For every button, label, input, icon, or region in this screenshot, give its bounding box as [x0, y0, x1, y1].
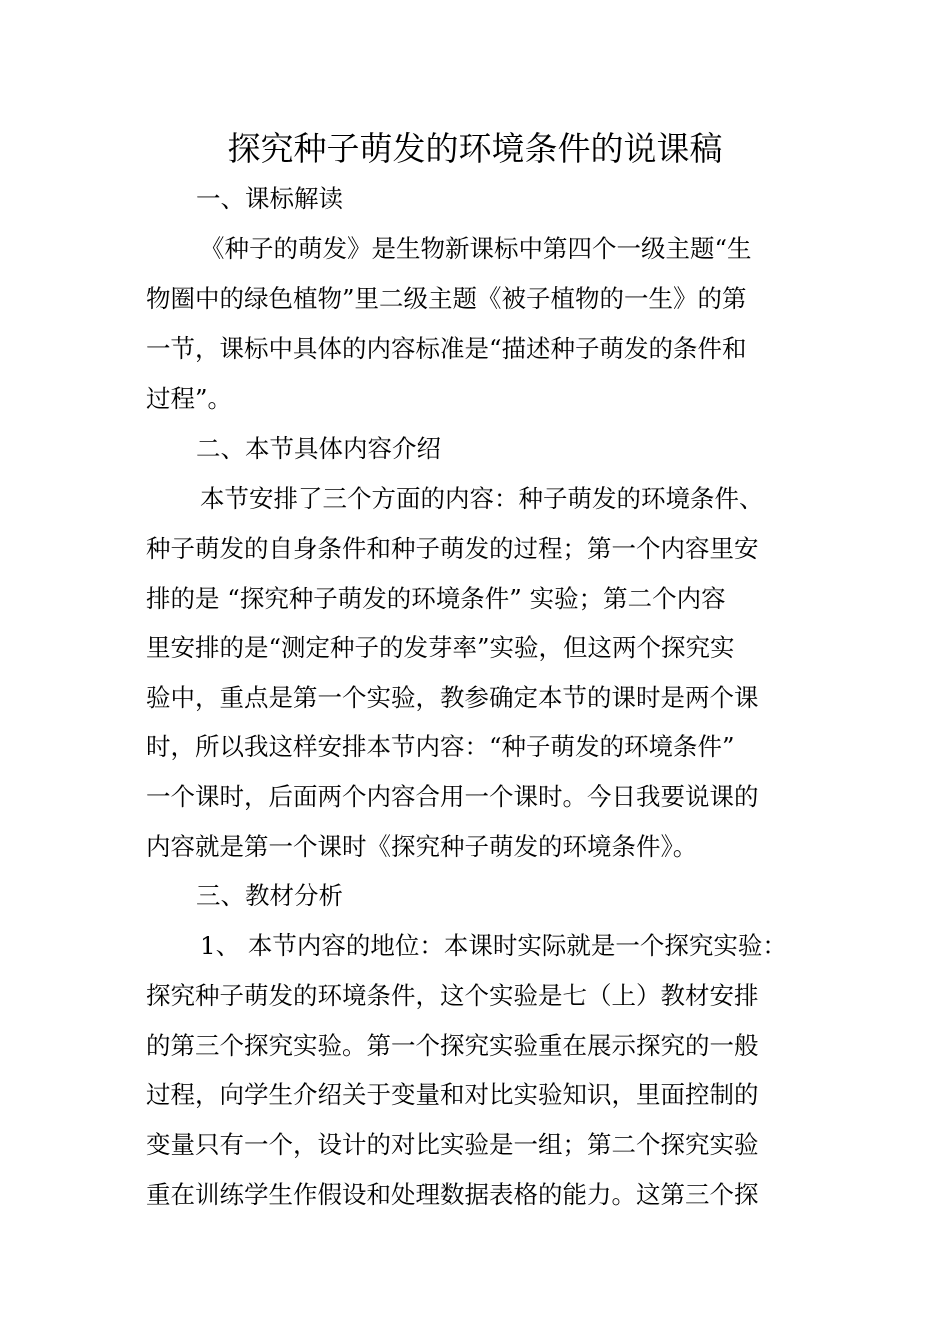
paragraph-line: 验中，重点是第一个实验，教参确定本节的课时是两个课 [146, 683, 759, 712]
section-heading-analysis: 三、教材分析 [196, 881, 343, 910]
section-heading-standards: 一、课标解读 [196, 184, 343, 213]
paragraph-line: 物圈中的绿色植物”里二级主题《被子植物的一生》的第 [146, 284, 747, 313]
paragraph-line: 探究种子萌发的环境条件，这个实验是七（上）教材安排 [146, 981, 759, 1010]
paragraph-line: 1、 本节内容的地位：本课时实际就是一个探究实验： [200, 931, 787, 960]
paragraph-line: 里安排的是“测定种子的发芽率”实验，但这两个探究实 [146, 633, 735, 662]
paragraph-line: 时，所以我这样安排本节内容：“种子萌发的环境条件” [146, 732, 735, 761]
paragraph-line: 重在训练学生作假设和处理数据表格的能力。这第三个探 [146, 1180, 759, 1209]
paragraph-line: 种子萌发的自身条件和种子萌发的过程；第一个内容里安 [146, 534, 759, 563]
paragraph-line: 《种子的萌发》是生物新课标中第四个一级主题“生 [200, 234, 752, 263]
paragraph-line: 本节安排了三个方面的内容：种子萌发的环境条件、 [200, 484, 764, 513]
paragraph-line: 过程，向学生介绍关于变量和对比实验知识，里面控制的 [146, 1080, 759, 1109]
paragraph-line: 变量只有一个，设计的对比实验是一组；第二个探究实验 [146, 1130, 759, 1159]
section-heading-content: 二、本节具体内容介绍 [196, 434, 441, 463]
paragraph-line: 一节，课标中具体的内容标准是“描述种子萌发的条件和 [146, 334, 747, 363]
paragraph-line: 一个课时，后面两个内容合用一个课时。今日我要说课的 [146, 782, 759, 811]
paragraph-line: 排的是 “探究种子萌发的环境条件” 实验；第二个内容 [146, 584, 726, 613]
paragraph-line: 的第三个探究实验。第一个探究实验重在展示探究的一般 [146, 1031, 759, 1060]
paragraph-line: 过程”。 [146, 384, 233, 413]
document-title: 探究种子萌发的环境条件的说课稿 [227, 129, 723, 168]
paragraph-line: 内容就是第一个课时《探究种子萌发的环境条件》。 [146, 832, 698, 861]
